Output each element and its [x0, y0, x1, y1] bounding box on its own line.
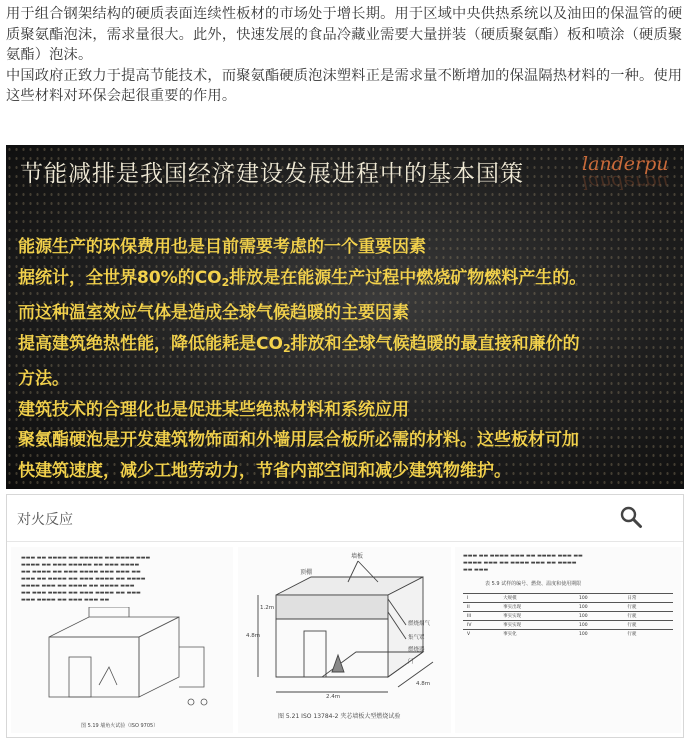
- banner-line: 聚氨酯硬泡是开发建筑物饰面和外墙用层合板所必需的材料。这些板材可加: [18, 430, 579, 450]
- banner-line: 能源生产的环保费用也是目前需要考虑的一个重要因素: [18, 237, 426, 257]
- classification-table: [463, 593, 673, 638]
- test-classification-table-figure[interactable]: [455, 547, 681, 733]
- dimension-top: 1.2m: [260, 605, 275, 611]
- room-corner-test-figure[interactable]: [11, 547, 233, 733]
- landerpu-logo: landerpu landerpu: [582, 153, 669, 193]
- banner-line: 提高建筑绝热性能，降低能耗是$CO_2$排放和全球气候趋暖的最直接和廉价的: [18, 333, 580, 355]
- label-burner: 燃烧器: [408, 647, 425, 653]
- table-title: 表 5.9 试样的编号、燃烧、温度和使用期限: [485, 581, 582, 587]
- label-ceiling: 顶棚: [300, 569, 313, 576]
- room-corner-sketch: [29, 607, 219, 717]
- table-row: III 事实实现 100 行驶: [463, 612, 673, 621]
- table-row: IV 事实实现 100 行驶: [463, 621, 673, 630]
- intro-paragraph-2: 中国政府正致力于提高节能技术，而聚氨酯硬质泡沫塑料正是需求量不断增加的保温隔热材料的一种。使用这些材料对环保会起很重要的作用。: [6, 67, 683, 104]
- fire-panel-title: 对火反应: [17, 512, 73, 528]
- banner-line: 方法。: [18, 369, 69, 389]
- energy-banner: [6, 145, 684, 489]
- figure-text-block: ▬▬▬ ▬▬ ▬▬▬▬ ▬▬ ▬▬▬▬▬ ▬▬ ▬▬▬▬ ▬▬▬ ▬▬▬▬ ▬▬ ▬▬▬ ▬▬▬▬▬ ▬▬ ▬▬▬ ▬▬▬▬ ▬▬ ▬▬▬▬ ▬▬ ▬▬▬ ▬▬▬▬ ▬▬▬ ▬▬▬ ▬▬ ▬▬▬ ▬▬ ▬▬▬▬ ▬▬ ▬▬▬ ▬▬▬▬ ▬▬ ▬▬▬▬ ▬▬▬▬ ▬▬▬ ▬▬ ▬▬▬▬ ▬▬ ▬▬▬▬ ▬▬▬ ▬▬ ▬▬▬ ▬▬▬▬ ▬▬ ▬▬▬ ▬▬▬▬ ▬▬ ▬▬▬ ▬▬▬ ▬▬▬▬ ▬▬ ▬▬▬ ▬▬▬ ▬▬: [21, 555, 151, 603]
- banner-title: 节能减排是我国经济建设发展进程中的基本国策: [20, 161, 524, 187]
- figure-text-block: ▬▬▬ ▬▬ ▬▬▬▬ ▬▬▬ ▬▬ ▬▬▬▬ ▬▬▬ ▬▬ ▬▬▬▬ ▬▬▬ ▬▬ ▬▬▬▬ ▬▬▬ ▬▬ ▬▬▬▬ ▬▬ ▬▬▬: [463, 553, 583, 573]
- label-hood: 集气罩: [408, 635, 425, 641]
- banner-line: 而这种温室效应气体是造成全球气候趋暖的主要因素: [18, 303, 409, 323]
- label-wall: 墙板: [351, 553, 364, 560]
- banner-line: 建筑技术的合理化也是促进某些绝热材料和系统应用: [18, 399, 409, 420]
- banner-line: 快建筑速度，减少工地劳动力，节省内部空间和减少建筑物维护。: [18, 460, 511, 481]
- diagram-caption: 图 5.21 ISO 13784-2 夹芯墙板大型燃烧试验: [278, 713, 401, 720]
- iso-13784-diagram[interactable]: [238, 547, 451, 733]
- search-icon[interactable]: [619, 505, 643, 529]
- label-smoke: 燃烧烟气: [408, 621, 431, 627]
- table-row: I 大规模 100 日常: [463, 594, 673, 603]
- intro-paragraph-1: 用于组合钢架结构的硬质表面连续性板材的市场处于增长期。用于区域中央供热系统以及油田的保温管的硬质聚氨酯泡沫，需求量很大。此外，快速发展的食品冷藏业需要大量拼装（硬质聚氨酯）板和喷涂（硬质聚氨酯）泡沫。: [6, 6, 683, 63]
- banner-line: 据统计，全世界80%的$CO_2$排放是在能源生产过程中燃烧矿物燃料产生的。: [18, 267, 587, 289]
- dimension-depth: 4.8m: [416, 681, 431, 687]
- table-row: V 事实化 100 行驶: [463, 630, 673, 639]
- fire-reaction-panel: [6, 494, 684, 738]
- fire-panel-header: [7, 495, 683, 542]
- table-row: II 事实出现 100 行驶: [463, 603, 673, 612]
- left-figure-caption: 图 5.19 墙角火试验（ISO 9705）: [81, 723, 159, 729]
- dimension-width: 2.4m: [326, 694, 341, 700]
- intro-text: [6, 4, 690, 107]
- dimension-height: 4.8m: [246, 633, 261, 639]
- label-door: 门: [408, 659, 414, 665]
- banner-text: [18, 232, 678, 486]
